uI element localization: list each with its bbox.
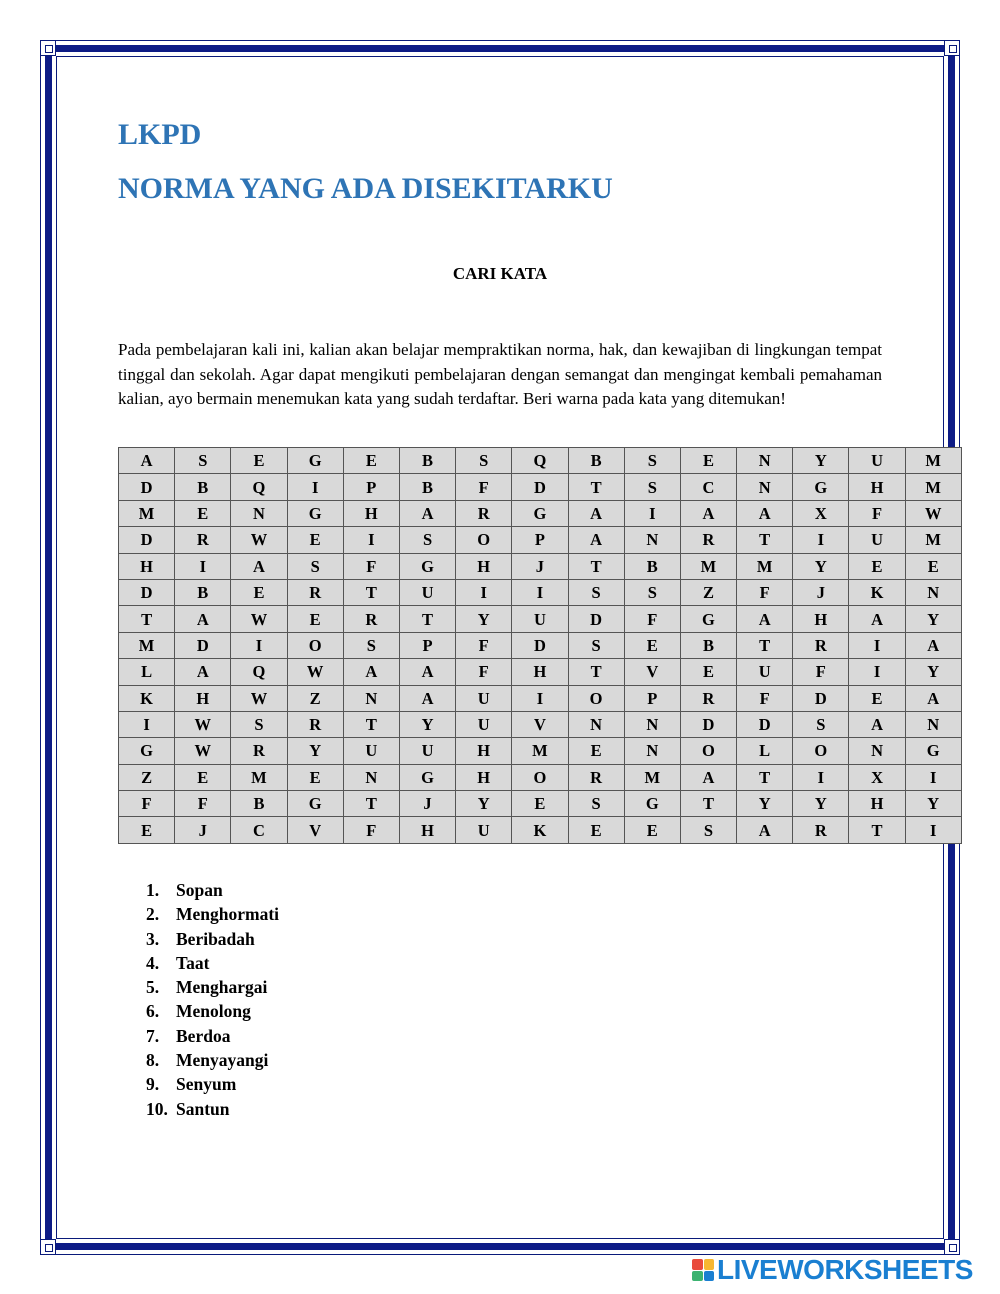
grid-cell[interactable]: I (624, 500, 680, 526)
grid-cell[interactable]: F (737, 685, 793, 711)
grid-cell[interactable]: S (456, 448, 512, 474)
grid-cell[interactable]: S (175, 448, 231, 474)
grid-cell[interactable]: P (343, 474, 399, 500)
brand-name: LIVEWORKSHEETS (717, 1254, 973, 1285)
grid-cell[interactable]: I (456, 579, 512, 605)
grid-cell[interactable]: G (624, 791, 680, 817)
grid-cell[interactable]: D (119, 527, 175, 553)
list-item-word: Santun (176, 1098, 230, 1119)
grid-cell[interactable]: J (793, 579, 849, 605)
list-item (146, 1024, 279, 1048)
grid-cell[interactable]: R (680, 527, 736, 553)
grid-cell[interactable]: V (287, 817, 343, 843)
list-item-number: 2. (146, 904, 160, 925)
grid-cell[interactable]: M (512, 738, 568, 764)
grid-cell[interactable]: F (343, 817, 399, 843)
grid-cell[interactable]: E (231, 579, 287, 605)
grid-cell[interactable]: A (680, 500, 736, 526)
document-title: LKPD (118, 118, 202, 151)
grid-cell[interactable]: F (793, 659, 849, 685)
grid-cell[interactable]: A (399, 659, 455, 685)
grid-cell[interactable]: E (512, 791, 568, 817)
instructions-paragraph: Pada pembelajaran kali ini, kalian akan belajar mempraktikan norma, hak, dan kewajiban di lingkungan tempat tinggal dan sekolah. Agar dapat mengikuti pembelajaran dengan semangat dan mengingat kembali pemahaman kalian, ayo bermain menemukan kata yang sudah terdaftar. Beri warna pada kata yang ditemukan! (118, 340, 882, 408)
grid-cell[interactable]: B (399, 448, 455, 474)
grid-cell[interactable]: I (849, 632, 905, 658)
grid-cell[interactable]: Z (287, 685, 343, 711)
grid-cell[interactable]: B (399, 474, 455, 500)
grid-row (119, 474, 962, 500)
list-item-number: 4. (146, 952, 160, 973)
grid-cell[interactable]: D (737, 711, 793, 737)
grid-cell[interactable]: F (343, 553, 399, 579)
grid-cell[interactable]: H (849, 791, 905, 817)
corner-ornament-top-left (40, 40, 56, 56)
grid-cell[interactable]: T (849, 817, 905, 843)
grid-cell[interactable]: E (287, 606, 343, 632)
grid-row (119, 711, 962, 737)
grid-row (119, 738, 962, 764)
grid-cell[interactable]: I (905, 764, 961, 790)
grid-cell[interactable]: U (512, 606, 568, 632)
grid-cell[interactable]: Q (231, 474, 287, 500)
grid-cell[interactable]: P (512, 527, 568, 553)
grid-cell[interactable]: H (793, 606, 849, 632)
grid-cell[interactable]: D (512, 474, 568, 500)
grid-cell[interactable]: Y (905, 791, 961, 817)
grid-cell[interactable]: J (399, 791, 455, 817)
list-item-word: Taat (176, 952, 210, 973)
grid-cell[interactable]: I (343, 527, 399, 553)
grid-cell[interactable]: O (568, 685, 624, 711)
grid-cell[interactable]: H (119, 553, 175, 579)
grid-cell[interactable]: M (119, 500, 175, 526)
grid-cell[interactable]: G (399, 553, 455, 579)
list-item-word: Senyum (176, 1074, 237, 1095)
grid-cell[interactable]: Z (680, 579, 736, 605)
grid-cell[interactable]: H (849, 474, 905, 500)
list-item (146, 1097, 279, 1121)
grid-cell[interactable]: U (399, 738, 455, 764)
grid-cell[interactable]: B (175, 474, 231, 500)
grid-row (119, 448, 962, 474)
grid-row (119, 817, 962, 843)
grid-cell[interactable]: L (119, 659, 175, 685)
list-item-word: Beribadah (176, 928, 255, 949)
grid-cell[interactable]: E (849, 553, 905, 579)
list-item (146, 999, 279, 1023)
grid-cell[interactable]: E (287, 527, 343, 553)
grid-cell[interactable]: S (231, 711, 287, 737)
grid-cell[interactable]: S (287, 553, 343, 579)
grid-cell[interactable]: U (737, 659, 793, 685)
grid-cell[interactable]: H (343, 500, 399, 526)
grid-cell[interactable]: T (343, 791, 399, 817)
logo-square (704, 1271, 715, 1282)
grid-cell[interactable]: E (624, 817, 680, 843)
grid-cell[interactable]: H (512, 659, 568, 685)
grid-cell[interactable]: M (905, 474, 961, 500)
grid-cell[interactable]: V (624, 659, 680, 685)
list-item-number: 8. (146, 1050, 160, 1071)
word-list (146, 878, 279, 1121)
grid-cell[interactable]: M (231, 764, 287, 790)
grid-cell[interactable]: A (849, 711, 905, 737)
grid-cell[interactable]: N (231, 500, 287, 526)
grid-cell[interactable]: U (399, 579, 455, 605)
grid-cell[interactable]: I (793, 527, 849, 553)
grid-cell[interactable]: T (568, 659, 624, 685)
grid-cell[interactable]: R (568, 764, 624, 790)
grid-cell[interactable]: S (793, 711, 849, 737)
list-item (146, 975, 279, 999)
corner-ornament-bottom-right (944, 1239, 960, 1255)
list-item-word: Menghargai (176, 977, 268, 998)
grid-cell[interactable]: W (231, 606, 287, 632)
grid-cell[interactable]: A (680, 764, 736, 790)
grid-cell[interactable]: R (793, 817, 849, 843)
list-item-word: Menyayangi (176, 1050, 269, 1071)
grid-cell[interactable]: S (399, 527, 455, 553)
grid-cell[interactable]: O (680, 738, 736, 764)
section-heading: CARI KATA (452, 264, 548, 283)
grid-cell[interactable]: Y (793, 448, 849, 474)
list-item-number: 6. (146, 1001, 160, 1022)
grid-cell[interactable]: T (737, 764, 793, 790)
grid-cell[interactable]: A (568, 527, 624, 553)
grid-cell[interactable]: G (793, 474, 849, 500)
grid-cell[interactable]: S (624, 448, 680, 474)
grid-cell[interactable]: I (849, 659, 905, 685)
grid-cell[interactable]: B (175, 579, 231, 605)
grid-cell[interactable]: Y (905, 606, 961, 632)
grid-cell[interactable]: Y (905, 659, 961, 685)
grid-cell[interactable]: U (849, 448, 905, 474)
grid-cell[interactable]: S (680, 817, 736, 843)
grid-cell[interactable]: A (119, 448, 175, 474)
grid-cell[interactable]: M (737, 553, 793, 579)
grid-cell[interactable]: Y (737, 791, 793, 817)
grid-cell[interactable]: B (680, 632, 736, 658)
grid-cell[interactable]: Z (119, 764, 175, 790)
grid-cell[interactable]: J (175, 817, 231, 843)
word-search-grid (118, 447, 942, 843)
grid-cell[interactable]: I (793, 764, 849, 790)
grid-cell[interactable]: G (287, 791, 343, 817)
logo-square (704, 1259, 715, 1270)
grid-cell[interactable]: R (680, 685, 736, 711)
grid-cell[interactable]: H (456, 764, 512, 790)
liveworksheets-watermark (692, 1256, 973, 1284)
logo-square (692, 1271, 703, 1282)
grid-cell[interactable]: A (568, 500, 624, 526)
grid-cell[interactable]: V (512, 711, 568, 737)
grid-cell[interactable]: D (175, 632, 231, 658)
grid-cell[interactable]: F (737, 579, 793, 605)
grid-cell[interactable]: A (399, 685, 455, 711)
grid-cell[interactable]: W (905, 500, 961, 526)
grid-cell[interactable]: H (175, 685, 231, 711)
grid-cell[interactable]: N (737, 448, 793, 474)
grid-cell[interactable]: B (231, 791, 287, 817)
grid-cell[interactable]: M (119, 632, 175, 658)
grid-cell[interactable]: D (568, 606, 624, 632)
grid-cell[interactable]: C (680, 474, 736, 500)
grid-cell[interactable]: E (175, 764, 231, 790)
grid-cell[interactable]: T (399, 606, 455, 632)
corner-ornament-top-right (944, 40, 960, 56)
grid-row (119, 500, 962, 526)
grid-cell[interactable]: B (568, 448, 624, 474)
letter-grid-table (118, 447, 962, 844)
grid-cell[interactable]: W (175, 738, 231, 764)
grid-cell[interactable]: B (624, 553, 680, 579)
grid-cell[interactable]: E (624, 632, 680, 658)
grid-cell[interactable]: X (793, 500, 849, 526)
grid-cell[interactable]: T (737, 527, 793, 553)
grid-cell[interactable]: U (343, 738, 399, 764)
grid-cell[interactable]: D (119, 474, 175, 500)
grid-cell[interactable]: U (456, 711, 512, 737)
grid-cell[interactable]: W (287, 659, 343, 685)
grid-cell[interactable]: A (849, 606, 905, 632)
grid-cell[interactable]: Y (456, 791, 512, 817)
corner-ornament-bottom-left (40, 1239, 56, 1255)
grid-cell[interactable]: E (680, 448, 736, 474)
grid-cell[interactable]: X (849, 764, 905, 790)
grid-cell[interactable]: A (737, 606, 793, 632)
grid-cell[interactable]: N (905, 711, 961, 737)
grid-cell[interactable]: O (456, 527, 512, 553)
grid-cell[interactable]: H (456, 553, 512, 579)
grid-cell[interactable]: S (624, 579, 680, 605)
list-item (146, 1048, 279, 1072)
document-topic: NORMA YANG ADA DISEKITARKU (118, 172, 613, 205)
grid-cell[interactable]: N (624, 527, 680, 553)
grid-cell[interactable]: O (793, 738, 849, 764)
grid-cell[interactable]: I (175, 553, 231, 579)
grid-cell[interactable]: G (512, 500, 568, 526)
grid-cell[interactable]: K (849, 579, 905, 605)
grid-cell[interactable]: E (905, 553, 961, 579)
grid-cell[interactable]: K (119, 685, 175, 711)
grid-cell[interactable]: I (512, 685, 568, 711)
grid-cell[interactable]: W (231, 527, 287, 553)
grid-cell[interactable]: F (456, 659, 512, 685)
grid-cell[interactable]: Y (793, 791, 849, 817)
grid-cell[interactable]: N (849, 738, 905, 764)
grid-cell[interactable]: T (343, 711, 399, 737)
list-item (146, 902, 279, 926)
liveworksheets-logo-icon (692, 1259, 714, 1281)
grid-cell[interactable]: N (624, 711, 680, 737)
grid-cell[interactable]: E (119, 817, 175, 843)
grid-row (119, 791, 962, 817)
grid-cell[interactable]: Q (231, 659, 287, 685)
grid-cell[interactable]: G (287, 448, 343, 474)
list-item (146, 951, 279, 975)
grid-cell[interactable]: R (175, 527, 231, 553)
grid-cell[interactable]: F (119, 791, 175, 817)
grid-cell[interactable]: E (849, 685, 905, 711)
grid-cell[interactable]: Y (287, 738, 343, 764)
grid-cell[interactable]: G (119, 738, 175, 764)
grid-cell[interactable]: I (119, 711, 175, 737)
grid-cell[interactable]: R (793, 632, 849, 658)
grid-cell[interactable]: P (399, 632, 455, 658)
grid-cell[interactable]: A (905, 685, 961, 711)
grid-cell[interactable]: M (624, 764, 680, 790)
grid-cell[interactable]: K (512, 817, 568, 843)
grid-cell[interactable]: D (793, 685, 849, 711)
grid-cell[interactable]: A (175, 606, 231, 632)
grid-cell[interactable]: R (287, 711, 343, 737)
grid-cell[interactable]: F (849, 500, 905, 526)
list-item-number: 10. (146, 1098, 168, 1119)
grid-cell[interactable]: E (287, 764, 343, 790)
grid-cell[interactable]: U (456, 685, 512, 711)
grid-cell[interactable]: Y (793, 553, 849, 579)
grid-cell[interactable]: A (905, 632, 961, 658)
grid-cell[interactable]: N (624, 738, 680, 764)
list-item-word: Berdoa (176, 1025, 231, 1046)
grid-cell[interactable]: Y (456, 606, 512, 632)
list-item-number: 7. (146, 1025, 160, 1046)
grid-cell[interactable]: F (624, 606, 680, 632)
grid-cell[interactable]: W (175, 711, 231, 737)
grid-cell[interactable]: L (737, 738, 793, 764)
grid-cell[interactable]: D (119, 579, 175, 605)
grid-cell[interactable]: N (905, 579, 961, 605)
grid-cell[interactable]: A (737, 817, 793, 843)
grid-cell[interactable]: O (512, 764, 568, 790)
grid-cell[interactable]: T (680, 791, 736, 817)
grid-cell[interactable]: C (231, 817, 287, 843)
grid-cell[interactable]: M (680, 553, 736, 579)
grid-row (119, 685, 962, 711)
grid-cell[interactable]: G (399, 764, 455, 790)
grid-cell[interactable]: I (287, 474, 343, 500)
logo-square (692, 1259, 703, 1270)
list-item (146, 1072, 279, 1096)
grid-cell[interactable]: T (119, 606, 175, 632)
grid-cell[interactable]: R (343, 606, 399, 632)
grid-cell[interactable]: M (905, 448, 961, 474)
list-item-number: 9. (146, 1074, 160, 1095)
grid-row (119, 579, 962, 605)
grid-cell[interactable]: T (568, 553, 624, 579)
grid-cell[interactable]: J (512, 553, 568, 579)
grid-cell[interactable]: G (680, 606, 736, 632)
grid-cell[interactable]: H (399, 817, 455, 843)
grid-cell[interactable]: S (343, 632, 399, 658)
grid-cell[interactable]: P (624, 685, 680, 711)
grid-cell[interactable]: E (231, 448, 287, 474)
grid-cell[interactable]: O (287, 632, 343, 658)
grid-cell[interactable]: G (287, 500, 343, 526)
grid-cell[interactable]: F (456, 632, 512, 658)
grid-cell[interactable]: A (399, 500, 455, 526)
list-item-number: 1. (146, 880, 160, 900)
grid-cell[interactable]: I (231, 632, 287, 658)
list-item-number: 3. (146, 928, 160, 949)
grid-cell[interactable]: E (568, 738, 624, 764)
grid-cell[interactable]: H (456, 738, 512, 764)
list-item-word: Menghormati (176, 904, 280, 925)
grid-cell[interactable]: E (680, 659, 736, 685)
grid-cell[interactable]: W (231, 685, 287, 711)
grid-row (119, 632, 962, 658)
grid-cell[interactable]: U (456, 817, 512, 843)
grid-cell[interactable]: I (512, 579, 568, 605)
grid-cell[interactable]: R (231, 738, 287, 764)
grid-cell[interactable]: D (680, 711, 736, 737)
grid-cell[interactable]: M (905, 527, 961, 553)
grid-row (119, 764, 962, 790)
list-item (146, 927, 279, 951)
grid-cell[interactable]: T (343, 579, 399, 605)
grid-cell[interactable]: T (568, 474, 624, 500)
grid-row (119, 606, 962, 632)
grid-cell[interactable]: I (905, 817, 961, 843)
grid-cell[interactable]: N (343, 764, 399, 790)
grid-cell[interactable]: F (456, 474, 512, 500)
grid-cell[interactable]: S (568, 791, 624, 817)
grid-cell[interactable]: S (568, 632, 624, 658)
grid-cell[interactable]: Q (512, 448, 568, 474)
grid-cell[interactable]: F (175, 791, 231, 817)
grid-cell[interactable]: A (175, 659, 231, 685)
grid-cell[interactable]: R (456, 500, 512, 526)
list-item (146, 878, 279, 902)
grid-cell[interactable]: A (231, 553, 287, 579)
grid-cell[interactable]: U (849, 527, 905, 553)
grid-cell[interactable]: N (568, 711, 624, 737)
grid-cell[interactable]: E (175, 500, 231, 526)
grid-cell[interactable]: E (568, 817, 624, 843)
grid-cell[interactable]: S (568, 579, 624, 605)
grid-cell[interactable]: D (512, 632, 568, 658)
list-item-number: 5. (146, 977, 160, 998)
grid-cell[interactable]: A (737, 500, 793, 526)
grid-cell[interactable]: N (737, 474, 793, 500)
grid-row (119, 659, 962, 685)
list-item-word: Menolong (176, 1001, 251, 1022)
grid-cell[interactable]: G (905, 738, 961, 764)
grid-cell[interactable]: T (737, 632, 793, 658)
grid-cell[interactable]: E (343, 448, 399, 474)
grid-cell[interactable]: Y (399, 711, 455, 737)
grid-row (119, 527, 962, 553)
grid-cell[interactable]: S (624, 474, 680, 500)
grid-cell[interactable]: A (343, 659, 399, 685)
grid-cell[interactable]: R (287, 579, 343, 605)
grid-cell[interactable]: N (343, 685, 399, 711)
grid-row (119, 553, 962, 579)
list-item-word: Sopan (176, 880, 223, 900)
